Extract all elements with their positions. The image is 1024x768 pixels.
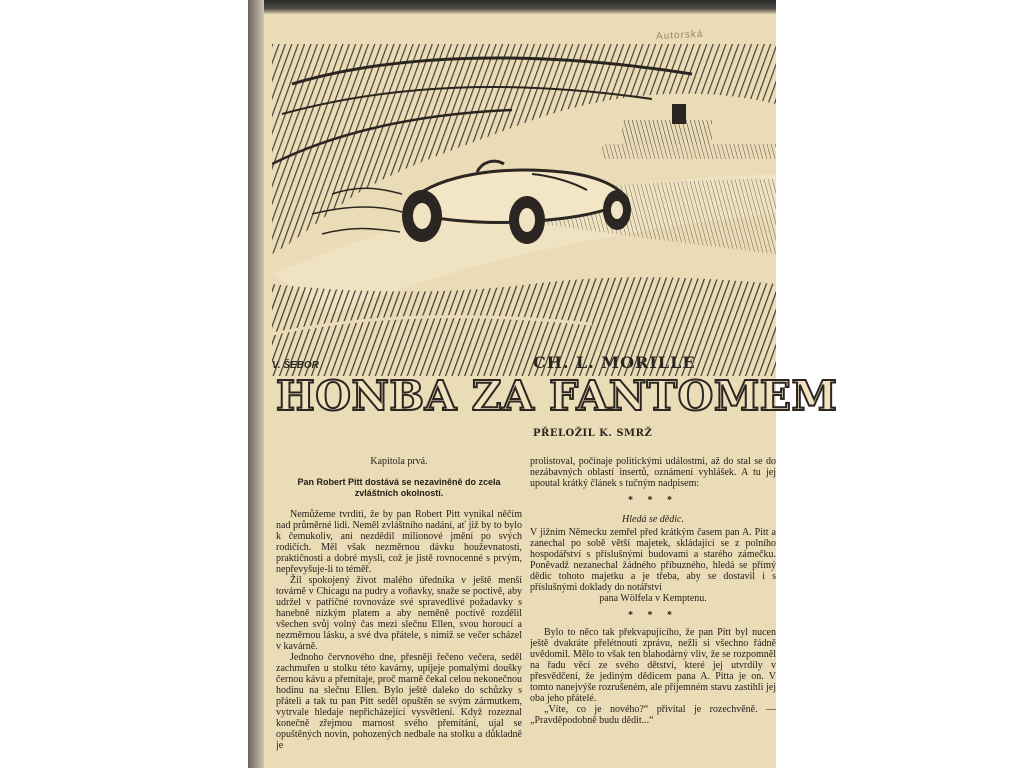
- notice-last-line: pana Wölfela v Kemptenu.: [599, 593, 707, 604]
- notice-box: [530, 514, 776, 604]
- pencil-annotation: Autorská: [655, 28, 704, 43]
- paragraph: prolistoval, počínaje politickými událostmi, až do stal se do nezábavných oblastí insertů, oznámení vyhlášek. A tu jej upoutal krátký článek s tučným nadpisem:: [530, 456, 776, 489]
- paragraph: Bylo to něco tak překvapujícího, že pan Pitt byl nucen ještě dvakráte přelétnouti zprávu, nežli si všechno řádně uvědomil. Mělo to však ten blahodárný vliv, že se rozpomněl na řadu věcí ze svého dětství, které jej utvrdily v přesvědčení, že jediným dědicem pana A. Pitta je on. V tomto nanejvýše rozrušeném, ale příjemném stavu zastihli jej oba jeho přátelé.: [530, 627, 776, 704]
- page-top-edge: [248, 0, 776, 14]
- illustrator-signature: V. ŠEBOR: [272, 360, 319, 371]
- paragraph: Žil spokojený život malého úředníka v ještě menší továrně v Chicagu na pudry a voňavky, snaže se poctivě, aby udržel v patřičné rovnováze své spravedlivé požadavky s hanebně nízkým platem a aby neměně poctivě rozdělil všechen svůj volný čas mezi slečnu Ellen, svou horoucí a nezměrnou lásku, a své dva přátele, s nimiž se večer scházel v kavárně.: [276, 575, 522, 652]
- story-title: HONBA ZA FANTOMEM: [276, 372, 838, 420]
- right-text-column: [530, 456, 776, 768]
- race-car-illustration-icon: [272, 44, 776, 376]
- chapter-subheading: Pan Robert Pitt dostává se nezaviněně do zcela zvláštních okolností.: [297, 477, 501, 498]
- author-name: CH. L. MORILLE: [533, 353, 696, 372]
- translator-credit: PŘELOŽIL K. SMRŽ: [533, 428, 653, 439]
- left-text-column: [276, 456, 522, 768]
- page-binding-edge: [248, 0, 264, 768]
- section-separator: * * *: [628, 610, 678, 621]
- notice-title: Hledá se dědic.: [622, 514, 684, 525]
- section-separator: * * *: [628, 495, 678, 506]
- notice-text: V jižním Německu zemřel před krátkým časem pan A. Pitt a zanechal po sobě větší majetek, skládající se z polního hospodářství s příslušnými budovami a starého zámečku. Poněvadž nezanechal žádného příbuzného, hledá se přímý dědic tohoto majetku a je třeba, aby se dostavil i s příslušnými doklady do notářství: [530, 527, 776, 593]
- chapter-heading: Kapitola prvá.: [370, 456, 428, 467]
- paragraph: „Víte, co je nového?“ přivítal je rozechvěně. — „Pravděpodobně budu dědit...“: [530, 704, 776, 726]
- paragraph: Jednoho červnového dne, přesněji řečeno večera, seděl zachmuřen u stolku této kavárny, upíjeje pomalými doušky černou kávu a přemítaje, proč marně čekal celou nekonečnou hodinu na slečnu Ellen. Bylo ještě daleko do schůzky s přáteli a tak tu pan Pitt seděl opuštěn se svým zármutkem, vytrvale hledaje nepřicházející vysvětlení. Když rozeznal konečně zřejmou marnost svého přemítání, ujal se opuštěných novin, pohozených nedbale na stolku a důkladně je: [276, 652, 522, 751]
- paragraph: Nemůžeme tvrditi, že by pan Robert Pitt vynikal něčím nad průměrné lidi. Neměl zvláštního nadání, ať již by to bylo k čemukoliv, ani nezdědil milionové jmění po svých rodičích. Měl však nezměrnou dávku houževnatosti, praktičnosti a dobré mysli, což je jistě rovnocenné s prvým, nepřevyšuje-li to téměř.: [276, 509, 522, 575]
